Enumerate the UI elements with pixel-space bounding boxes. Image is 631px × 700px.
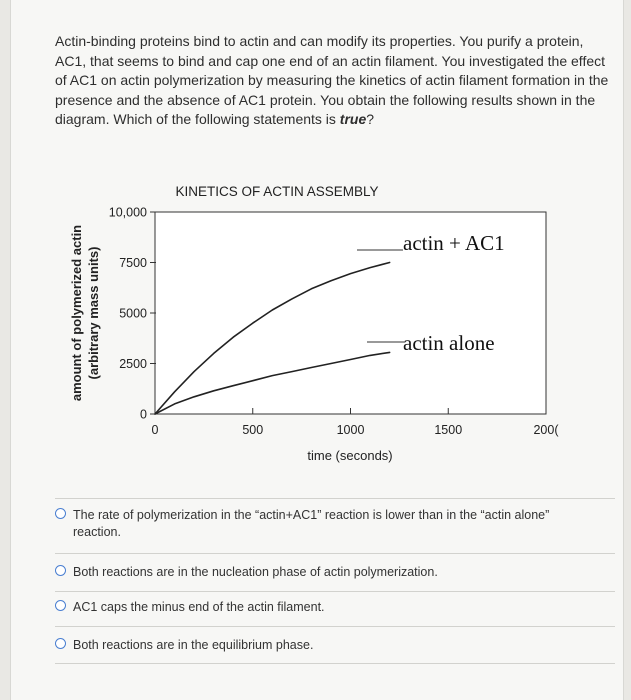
option-label: AC1 caps the minus end of the actin filament. [73,600,325,614]
radio-button[interactable] [55,638,66,649]
divider [55,553,615,554]
question-end: ? [366,111,375,128]
y-tick-label: 5000 [119,306,147,321]
option-label: Both reactions are in the equilibrium phase. [73,638,314,652]
question-page [10,0,624,700]
divider [55,498,615,499]
radio-button[interactable] [55,600,66,611]
divider [55,626,615,627]
radio-button[interactable] [55,508,66,519]
divider [55,591,615,592]
y-axis-label-line1: amount of polymerized actin [69,224,84,402]
question-body: Actin-binding proteins bind to actin and can modify its properties. You purify a protein, AC1, that seems to bind and cap one end of an actin filament. You investigated the effect of AC1 on actin polymerization by measuring the kinetics of actin filament formation in the presence and the absence of AC1 protein. You obtain the following results shown in the diagram. Which of the following statements is [55,33,609,128]
x-tick-label: 500 [242,423,264,437]
y-tick-label: 2500 [119,357,147,371]
x-tick-label: 1500 [434,423,463,437]
x-axis-label: time (seconds) [307,448,393,463]
x-tick-label: 1000 [336,423,365,437]
question-emphasis: true [339,111,367,128]
option-label: Both reactions are in the nucleation phase of actin polymerization. [73,565,438,579]
y-tick-label: 7500 [119,256,147,270]
y-tick-label: 10,000 [108,205,147,220]
option-3[interactable] [73,599,593,616]
option-1[interactable] [73,507,593,541]
option-2[interactable] [73,564,593,581]
option-4[interactable] [73,637,593,654]
chart-title: KINETICS OF ACTIN ASSEMBLY [175,184,379,199]
series-label-actin-alone: actin alone [403,331,495,355]
x-tick-label: 0 [151,423,159,437]
divider [55,663,615,664]
y-tick-label: 0 [140,407,147,422]
radio-button[interactable] [55,565,66,576]
kinetics-chart [11,170,623,490]
option-label: The rate of polymerization in the “actin+AC1” reaction is lower than in the “actin alone” reaction. [73,508,550,539]
y-axis-label-line2: (arbitrary mass units) [86,246,101,380]
x-tick-label: 200( [533,423,559,437]
series-label-actin-ac1: actin + AC1 [403,231,505,255]
question-text [55,32,615,130]
